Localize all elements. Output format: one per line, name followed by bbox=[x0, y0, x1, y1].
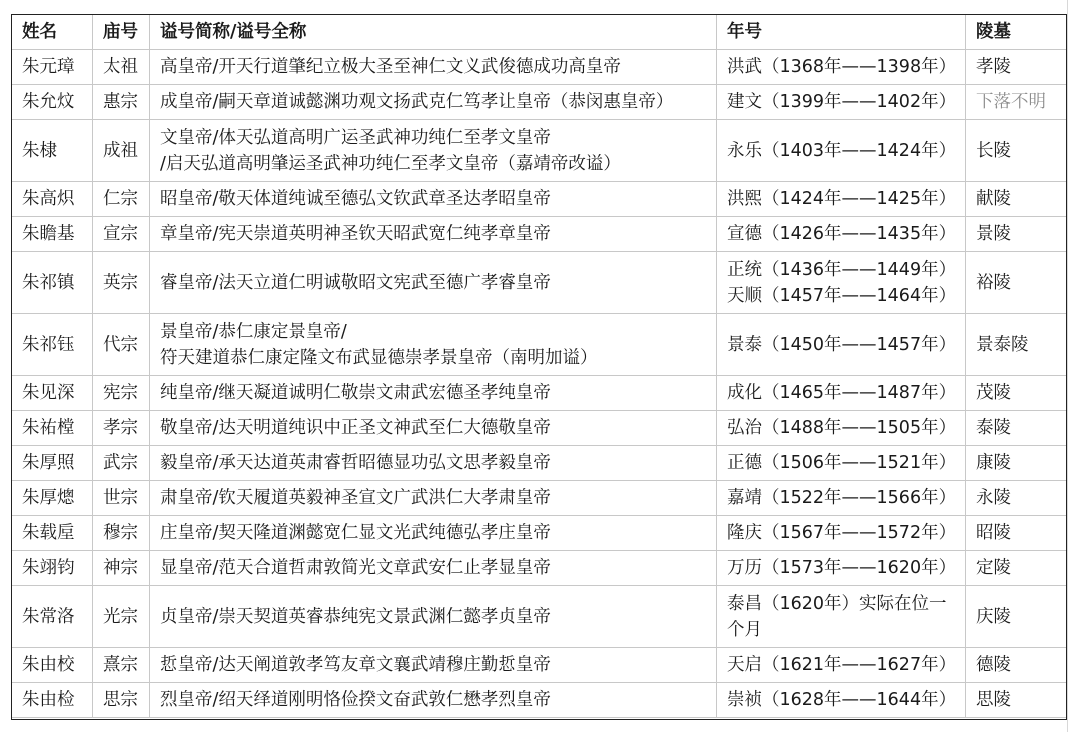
posthumous-name-line: 文皇帝/体天弘道高明广运圣武神功纯仁至孝文皇帝 bbox=[160, 127, 551, 148]
posthumous-name-line: 睿皇帝/法天立道仁明诚敬昭文宪武至德广孝睿皇帝 bbox=[160, 272, 551, 293]
table-row bbox=[12, 481, 1068, 516]
name-cell[interactable]: 朱厚熜 bbox=[12, 481, 93, 516]
posthumous-name-line: 毅皇帝/承天达道英肃睿哲昭德显功弘文思孝毅皇帝 bbox=[160, 453, 551, 473]
posthumous-name-cell[interactable] bbox=[150, 50, 717, 85]
era-name-cell[interactable] bbox=[717, 683, 966, 718]
posthumous-name-line: 符天建道恭仁康定隆文布武显德崇孝景皇帝（南明加谥） bbox=[160, 347, 598, 368]
tomb-cell[interactable]: 昭陵 bbox=[966, 516, 1068, 551]
name-cell[interactable]: 朱常洛 bbox=[12, 586, 93, 648]
era-name-line: 景泰（1450年——1457年） bbox=[727, 334, 957, 355]
era-name-cell[interactable] bbox=[717, 481, 966, 516]
posthumous-name-line: 显皇帝/范天合道哲肃敦简光文章武安仁止孝显皇帝 bbox=[160, 558, 551, 578]
name-cell[interactable]: 朱允炆 bbox=[12, 85, 93, 120]
posthumous-name-line: 贞皇帝/崇天契道英睿恭纯宪文景武渊仁懿孝贞皇帝 bbox=[160, 606, 551, 627]
era-name-cell[interactable] bbox=[717, 586, 966, 648]
table-row bbox=[12, 551, 1068, 586]
tomb-cell[interactable]: 定陵 bbox=[966, 551, 1068, 586]
temple-name-cell[interactable]: 世宗 bbox=[93, 481, 150, 516]
tomb-cell[interactable]: 景泰陵 bbox=[966, 314, 1068, 376]
tomb-cell[interactable]: 献陵 bbox=[966, 182, 1068, 217]
header-posthumous-name[interactable]: 谥号简称/谥号全称 bbox=[150, 15, 717, 50]
era-name-cell[interactable] bbox=[717, 120, 966, 182]
era-name-cell[interactable] bbox=[717, 516, 966, 551]
posthumous-name-cell[interactable] bbox=[150, 683, 717, 718]
name-cell[interactable]: 朱厚照 bbox=[12, 446, 93, 481]
era-name-line: 宣德（1426年——1435年） bbox=[727, 224, 957, 244]
name-cell[interactable]: 朱祁镇 bbox=[12, 252, 93, 314]
posthumous-name-cell[interactable] bbox=[150, 411, 717, 446]
table-row bbox=[12, 252, 1068, 314]
era-name-line: 弘治（1488年——1505年） bbox=[727, 418, 957, 438]
era-name-cell[interactable] bbox=[717, 217, 966, 252]
era-name-line: 天启（1621年——1627年） bbox=[727, 655, 957, 675]
posthumous-name-line: 昭皇帝/敬天体道纯诚至德弘文钦武章圣达孝昭皇帝 bbox=[160, 189, 551, 209]
tomb-cell[interactable]: 康陵 bbox=[966, 446, 1068, 481]
era-name-line: 泰昌（1620年）实际在位一 bbox=[727, 593, 947, 614]
posthumous-name-line: 敬皇帝/达天明道纯识中正圣文神武至仁大德敬皇帝 bbox=[160, 418, 551, 438]
era-name-line: 崇祯（1628年——1644年） bbox=[727, 690, 957, 710]
table-row bbox=[12, 217, 1068, 252]
tomb-cell[interactable]: 景陵 bbox=[966, 217, 1068, 252]
era-name-cell[interactable] bbox=[717, 314, 966, 376]
table-row bbox=[12, 411, 1068, 446]
posthumous-name-line: 章皇帝/宪天崇道英明神圣钦天昭武宽仁纯孝章皇帝 bbox=[160, 224, 551, 244]
header-row bbox=[12, 15, 1068, 50]
posthumous-name-cell[interactable] bbox=[150, 446, 717, 481]
header-temple-name[interactable]: 庙号 bbox=[93, 15, 150, 50]
temple-name-cell[interactable]: 熹宗 bbox=[93, 648, 150, 683]
temple-name-cell[interactable]: 武宗 bbox=[93, 446, 150, 481]
era-name-cell[interactable] bbox=[717, 446, 966, 481]
posthumous-name-cell[interactable] bbox=[150, 182, 717, 217]
name-cell[interactable]: 朱高炽 bbox=[12, 182, 93, 217]
era-name-line: 个月 bbox=[727, 619, 762, 640]
tomb-cell[interactable]: 长陵 bbox=[966, 120, 1068, 182]
posthumous-name-line: 成皇帝/嗣天章道诚懿渊功观文扬武克仁笃孝让皇帝（恭闵惠皇帝） bbox=[160, 92, 674, 112]
table-row bbox=[12, 683, 1068, 718]
header-name[interactable]: 姓名 bbox=[12, 15, 93, 50]
tomb-cell[interactable]: 裕陵 bbox=[966, 252, 1068, 314]
temple-name-cell[interactable]: 代宗 bbox=[93, 314, 150, 376]
temple-name-cell[interactable]: 太祖 bbox=[93, 50, 150, 85]
era-name-line: 洪武（1368年——1398年） bbox=[727, 57, 957, 77]
posthumous-name-cell[interactable] bbox=[150, 85, 717, 120]
name-cell[interactable]: 朱载垕 bbox=[12, 516, 93, 551]
posthumous-name-cell[interactable] bbox=[150, 586, 717, 648]
temple-name-cell[interactable]: 英宗 bbox=[93, 252, 150, 314]
posthumous-name-cell[interactable] bbox=[150, 314, 717, 376]
name-cell[interactable]: 朱祐樘 bbox=[12, 411, 93, 446]
header-tomb[interactable]: 陵墓 bbox=[966, 15, 1068, 50]
era-name-line: 永乐（1403年——1424年） bbox=[727, 140, 957, 161]
posthumous-name-cell[interactable] bbox=[150, 120, 717, 182]
tomb-cell[interactable]: 茂陵 bbox=[966, 376, 1068, 411]
temple-name-cell[interactable]: 光宗 bbox=[93, 586, 150, 648]
ming-emperors-table bbox=[11, 14, 1068, 718]
temple-name-cell[interactable]: 宪宗 bbox=[93, 376, 150, 411]
posthumous-name-line: 烈皇帝/绍天绎道刚明恪俭揆文奋武敦仁懋孝烈皇帝 bbox=[160, 690, 551, 710]
temple-name-cell[interactable]: 神宗 bbox=[93, 551, 150, 586]
table-row bbox=[12, 120, 1068, 182]
table-row bbox=[12, 516, 1068, 551]
era-name-line: 正德（1506年——1521年） bbox=[727, 453, 957, 473]
era-name-line: 建文（1399年——1402年） bbox=[727, 92, 957, 112]
era-name-line: 成化（1465年——1487年） bbox=[727, 383, 957, 403]
tomb-cell[interactable]: 泰陵 bbox=[966, 411, 1068, 446]
posthumous-name-line: 悊皇帝/达天阐道敦孝笃友章文襄武靖穆庄勤悊皇帝 bbox=[160, 655, 551, 675]
tomb-cell[interactable]: 德陵 bbox=[966, 648, 1068, 683]
name-cell[interactable]: 朱见深 bbox=[12, 376, 93, 411]
temple-name-cell[interactable]: 穆宗 bbox=[93, 516, 150, 551]
temple-name-cell[interactable]: 孝宗 bbox=[93, 411, 150, 446]
table-row bbox=[12, 446, 1068, 481]
era-name-cell[interactable] bbox=[717, 252, 966, 314]
era-name-cell[interactable] bbox=[717, 182, 966, 217]
table-row bbox=[12, 314, 1068, 376]
era-name-line: 隆庆（1567年——1572年） bbox=[727, 523, 957, 543]
era-name-line: 万历（1573年——1620年） bbox=[727, 558, 957, 578]
table-body bbox=[12, 50, 1068, 718]
posthumous-name-cell[interactable] bbox=[150, 551, 717, 586]
temple-name-cell[interactable]: 思宗 bbox=[93, 683, 150, 718]
column-edge-line bbox=[1067, 0, 1068, 732]
posthumous-name-cell[interactable] bbox=[150, 217, 717, 252]
era-name-cell[interactable] bbox=[717, 648, 966, 683]
tomb-cell[interactable]: 思陵 bbox=[966, 683, 1068, 718]
name-cell[interactable]: 朱由检 bbox=[12, 683, 93, 718]
era-name-cell[interactable] bbox=[717, 85, 966, 120]
name-cell[interactable]: 朱祁钰 bbox=[12, 314, 93, 376]
era-name-line: 天顺（1457年——1464年） bbox=[727, 285, 957, 306]
posthumous-name-line: 肃皇帝/钦天履道英毅神圣宣文广武洪仁大孝肃皇帝 bbox=[160, 488, 551, 508]
era-name-line: 洪熙（1424年——1425年） bbox=[727, 189, 957, 209]
era-name-cell[interactable] bbox=[717, 50, 966, 85]
temple-name-cell[interactable]: 成祖 bbox=[93, 120, 150, 182]
tomb-cell[interactable]: 下落不明 bbox=[966, 85, 1068, 120]
name-cell[interactable]: 朱元璋 bbox=[12, 50, 93, 85]
posthumous-name-cell[interactable] bbox=[150, 516, 717, 551]
tomb-cell[interactable]: 庆陵 bbox=[966, 586, 1068, 648]
name-cell[interactable]: 朱瞻基 bbox=[12, 217, 93, 252]
table-row bbox=[12, 182, 1068, 217]
name-cell[interactable]: 朱棣 bbox=[12, 120, 93, 182]
era-name-line: 正统（1436年——1449年） bbox=[727, 259, 957, 280]
posthumous-name-line: 景皇帝/恭仁康定景皇帝/ bbox=[160, 321, 347, 342]
era-name-cell[interactable] bbox=[717, 551, 966, 586]
posthumous-name-line: /启天弘道高明肇运圣武神功纯仁至孝文皇帝（嘉靖帝改谥） bbox=[160, 153, 621, 174]
name-cell[interactable]: 朱翊钧 bbox=[12, 551, 93, 586]
posthumous-name-cell[interactable] bbox=[150, 648, 717, 683]
era-name-line: 嘉靖（1522年——1566年） bbox=[727, 488, 957, 508]
header-era-name[interactable]: 年号 bbox=[717, 15, 966, 50]
temple-name-cell[interactable]: 宣宗 bbox=[93, 217, 150, 252]
table-row bbox=[12, 648, 1068, 683]
posthumous-name-line: 纯皇帝/继天凝道诚明仁敬崇文肃武宏德圣孝纯皇帝 bbox=[160, 383, 551, 403]
temple-name-cell[interactable]: 惠宗 bbox=[93, 85, 150, 120]
table-row bbox=[12, 586, 1068, 648]
era-name-cell[interactable] bbox=[717, 376, 966, 411]
posthumous-name-cell[interactable] bbox=[150, 376, 717, 411]
posthumous-name-line: 庄皇帝/契天隆道渊懿宽仁显文光武纯德弘孝庄皇帝 bbox=[160, 523, 551, 543]
posthumous-name-line: 高皇帝/开天行道肇纪立极大圣至神仁文义武俊德成功高皇帝 bbox=[160, 57, 621, 77]
tomb-cell[interactable]: 孝陵 bbox=[966, 50, 1068, 85]
era-name-cell[interactable] bbox=[717, 411, 966, 446]
table-row bbox=[12, 85, 1068, 120]
posthumous-name-cell[interactable] bbox=[150, 252, 717, 314]
temple-name-cell[interactable]: 仁宗 bbox=[93, 182, 150, 217]
table-row bbox=[12, 376, 1068, 411]
tomb-cell[interactable]: 永陵 bbox=[966, 481, 1068, 516]
table-row bbox=[12, 50, 1068, 85]
name-cell[interactable]: 朱由校 bbox=[12, 648, 93, 683]
spreadsheet bbox=[11, 14, 1067, 718]
posthumous-name-cell[interactable] bbox=[150, 481, 717, 516]
